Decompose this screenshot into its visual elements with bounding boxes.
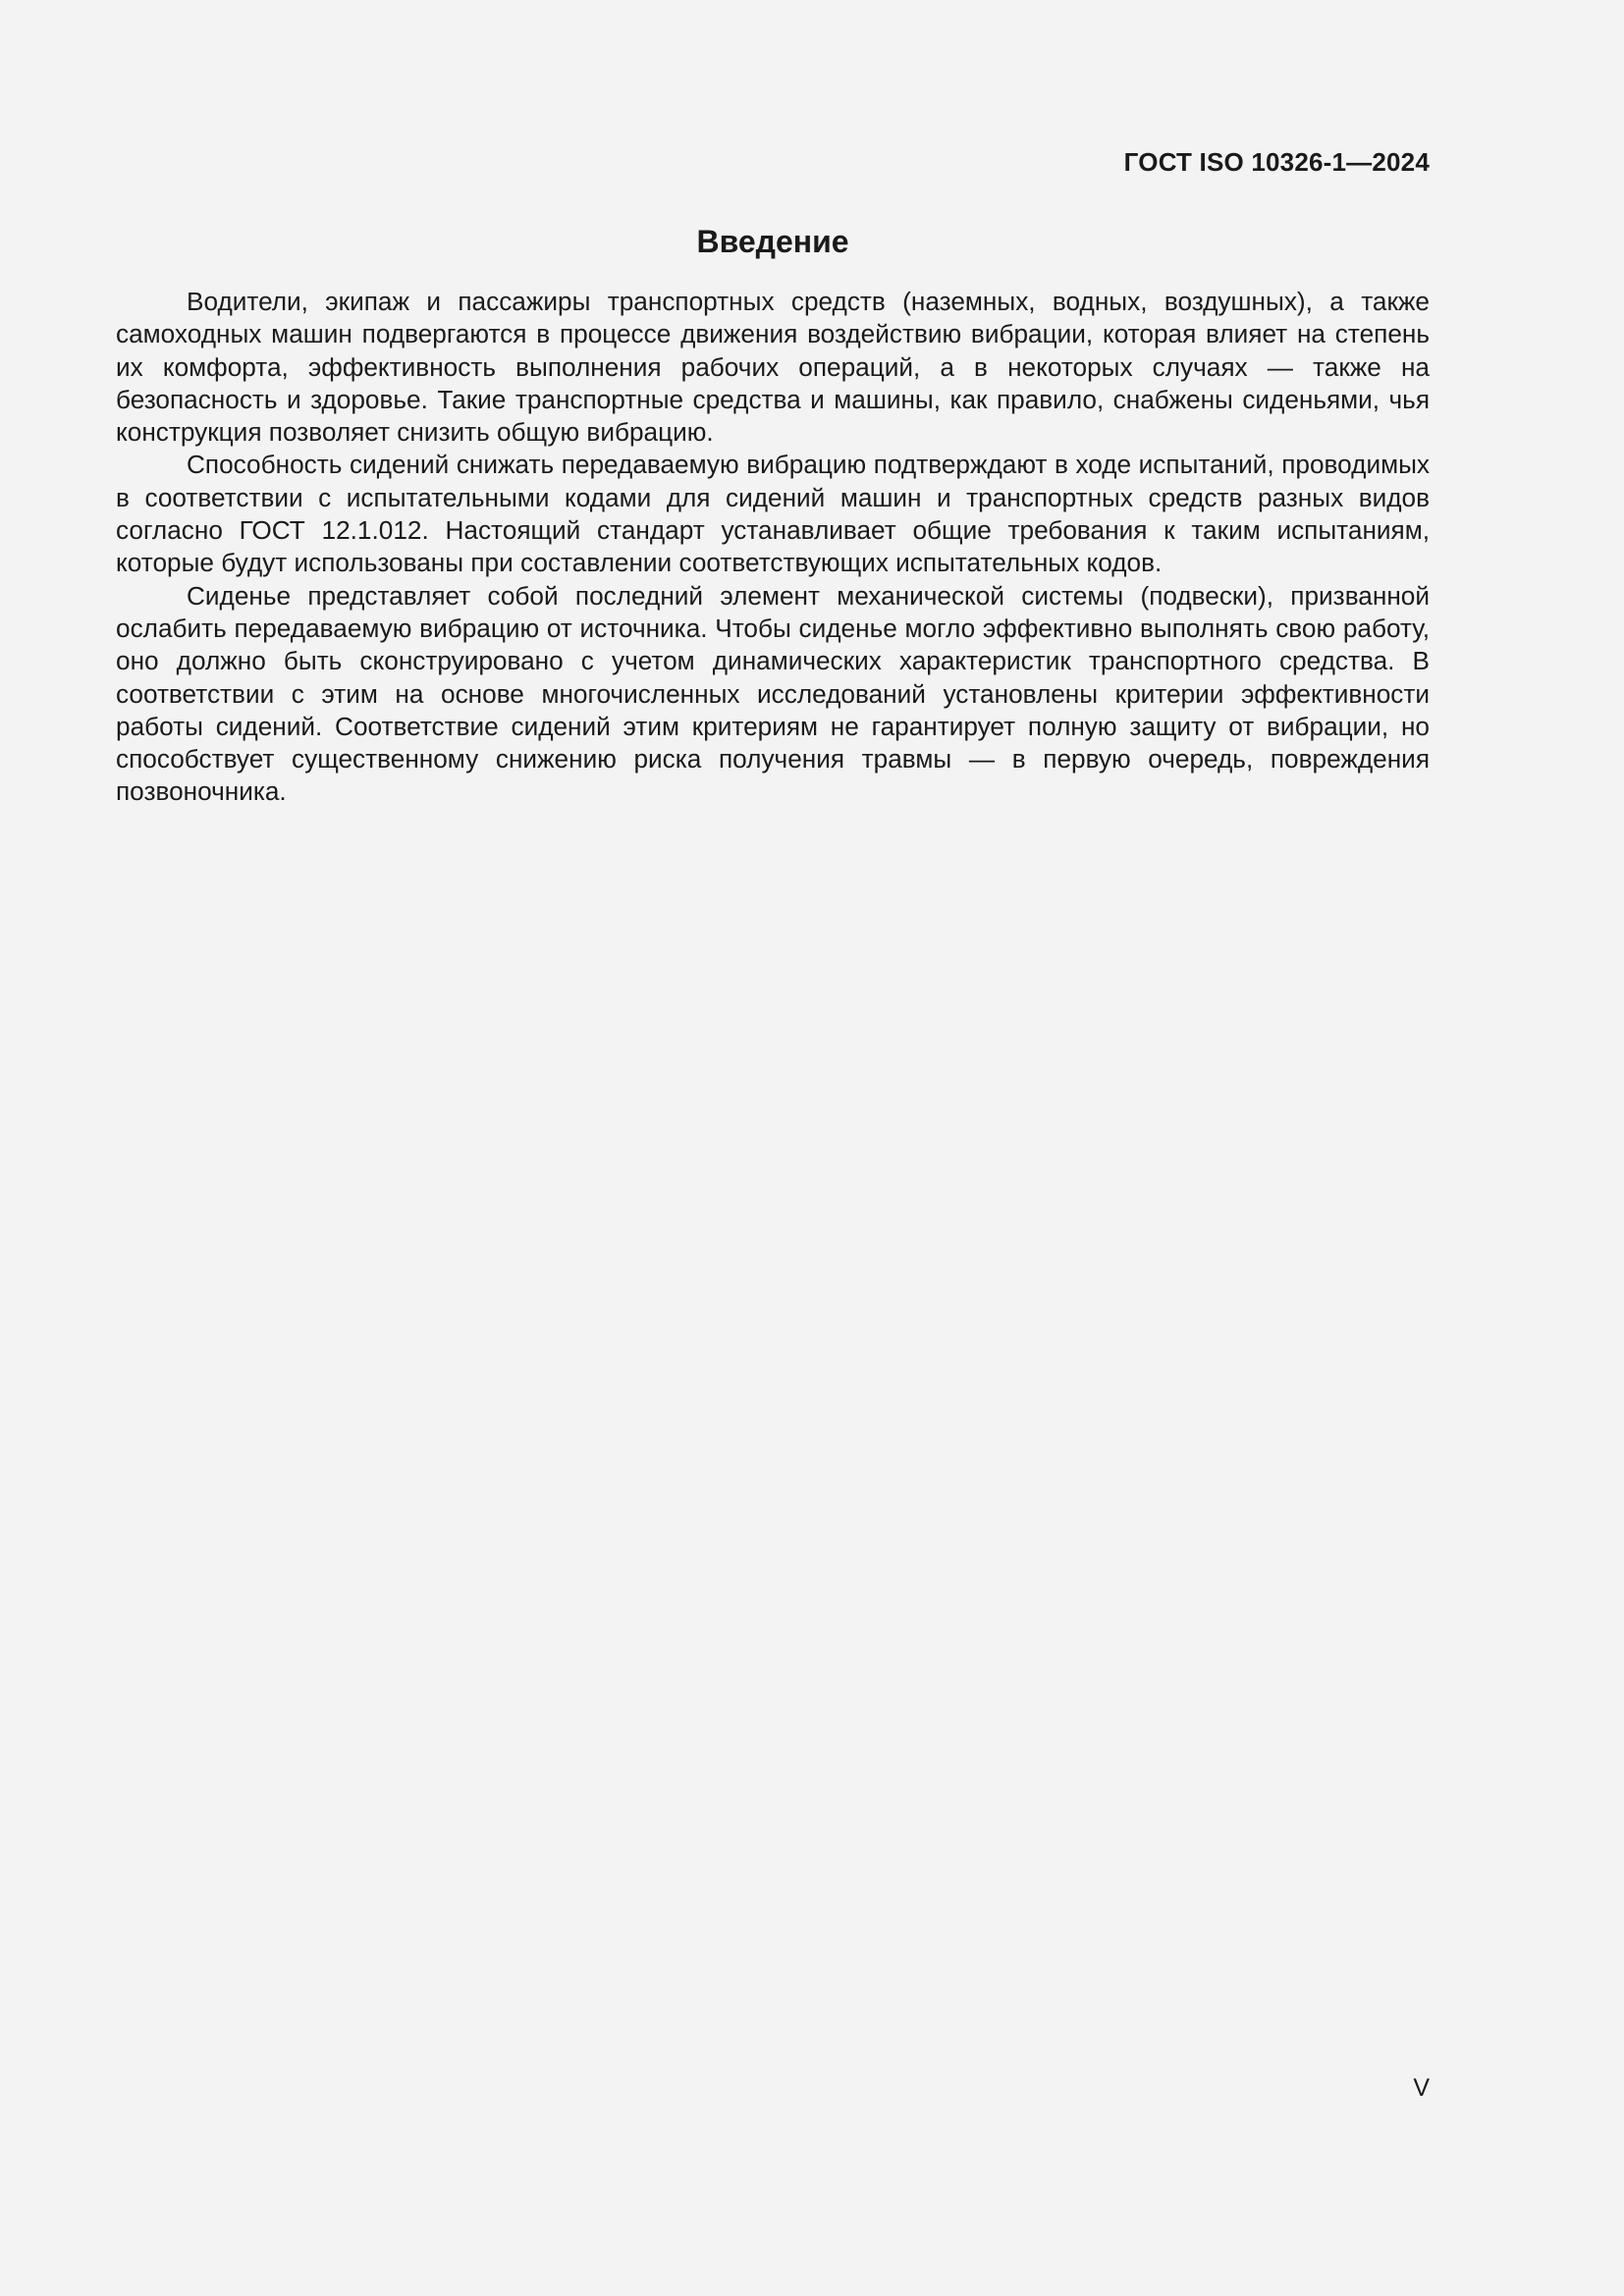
document-code-header: ГОСТ ISO 10326-1—2024 xyxy=(1123,147,1430,177)
paragraph-3: Сиденье представляет собой последний элемент механической системы (подвески), призванной ослабить передаваемую вибрацию от источника. Чтобы сиденье могло эффективно выполнять свою работу, оно должно быть сконструировано с учетом динамических характеристик транспортного средства. В соответствии с этим на основе многочисленных исследований установлены критерии эффективности работы сидений. Соответствие сидений этим критериям не гарантирует полную защиту от вибрации, но способствует существенному снижению риска получения травмы — в первую очередь, повреждения позвоночника. xyxy=(116,580,1430,807)
section-title: Введение xyxy=(696,224,849,259)
introduction-body xyxy=(116,286,1430,809)
page-number: V xyxy=(1413,2074,1430,2102)
paragraph-1: Водители, экипаж и пассажиры транспортных средств (наземных, водных, воздушных), а также самоходных машин подвергаются в процессе движения воздействию вибрации, которая влияет на степень их комфорта, эффективность выполнения рабочих операций, а в некоторых случаях — также на безопасность и здоровье. Такие транспортные средства и машины, как правило, снабжены сиденьями, чья конструкция позволяет снизить общую вибрацию. xyxy=(116,287,1430,448)
paragraph-2: Способность сидений снижать передаваемую вибрацию подтверждают в ходе испытаний, проводимых в соответствии с испытательными кодами для сидений машин и транспортных средств разных видов согласно ГОСТ 12.1.012. Настоящий стандарт устанавливает общие требования к таким испытаниям, которые будут использованы при составлении соответствующих испытательных кодов. xyxy=(116,450,1430,578)
